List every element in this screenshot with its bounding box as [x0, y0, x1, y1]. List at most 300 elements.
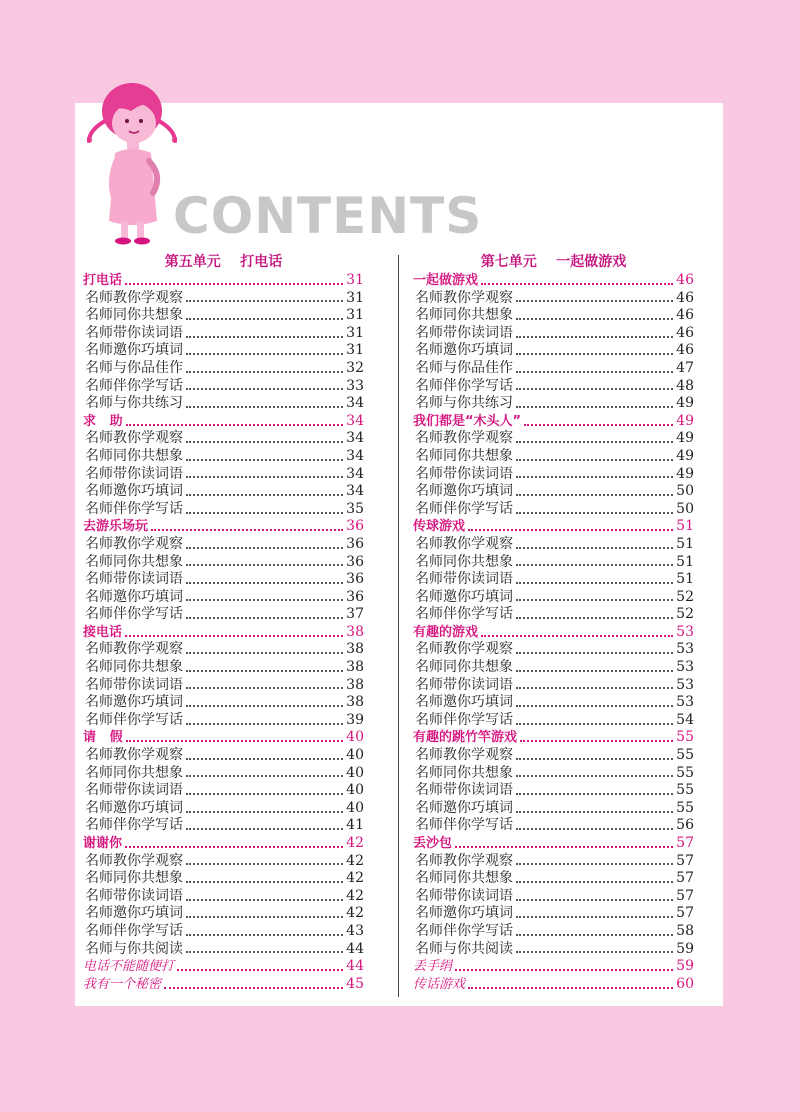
- dot-leader: [455, 969, 673, 971]
- toc-entry[interactable]: [83, 325, 364, 343]
- dot-leader: [516, 388, 673, 390]
- toc-entry-title: 名师教你学观察: [415, 852, 513, 869]
- dot-leader: [186, 406, 343, 408]
- toc-entry[interactable]: [413, 430, 694, 448]
- toc-entry-page: 56: [676, 817, 694, 834]
- toc-entry-page: 39: [346, 711, 364, 728]
- dot-leader: [177, 969, 343, 971]
- toc-section-entry[interactable]: [83, 624, 364, 642]
- toc-entry[interactable]: [413, 765, 694, 783]
- page-title: CONTENTS: [173, 187, 483, 245]
- dot-leader: [481, 635, 673, 637]
- toc-entry-page: 38: [346, 623, 364, 640]
- dot-leader: [516, 318, 673, 320]
- toc-entry[interactable]: [413, 536, 694, 554]
- toc-section-entry[interactable]: [413, 413, 694, 431]
- toc-entry-title: 一起做游戏: [413, 273, 479, 288]
- dot-leader: [516, 371, 673, 373]
- dot-leader: [126, 424, 343, 426]
- toc-entry-page: 53: [676, 694, 694, 711]
- dot-leader: [516, 881, 673, 883]
- dot-leader: [516, 300, 673, 302]
- dot-leader: [186, 828, 343, 830]
- toc-entry-title: 名师同你共想象: [85, 764, 183, 781]
- toc-entry-page: 42: [346, 852, 364, 869]
- toc-entry-page: 54: [676, 711, 694, 728]
- toc-entry[interactable]: [413, 712, 694, 730]
- toc-entry-page: 34: [346, 465, 364, 482]
- toc-entry[interactable]: [413, 817, 694, 835]
- toc-entry-title: 名师邀你巧填词: [415, 588, 513, 605]
- toc-section-entry[interactable]: [413, 624, 694, 642]
- dot-leader: [516, 828, 673, 830]
- toc-entry-title: 名师带你读词语: [415, 887, 513, 904]
- toc-entry-title: 名师与你共阅读: [415, 940, 513, 957]
- toc-entry-title: 名师邀你巧填词: [415, 483, 513, 500]
- toc-entry[interactable]: [83, 571, 364, 589]
- dot-leader: [186, 617, 343, 619]
- toc-section-entry[interactable]: [83, 518, 364, 536]
- toc-entry-title: 名师伴你学写话: [85, 377, 183, 394]
- toc-entry-title: 名师邀你巧填词: [415, 342, 513, 359]
- toc-entry-title: 名师教你学观察: [415, 535, 513, 552]
- dot-leader: [186, 916, 343, 918]
- toc-entry[interactable]: [413, 905, 694, 923]
- toc-entry-page: 53: [676, 676, 694, 693]
- toc-entry-page: 58: [676, 922, 694, 939]
- dot-leader: [516, 934, 673, 936]
- left-column: [83, 252, 364, 993]
- toc-entry-title: 名师带你读词语: [85, 676, 183, 693]
- toc-entry[interactable]: [83, 378, 364, 396]
- toc-entry-page: 31: [346, 289, 364, 306]
- toc-entry-page: 53: [676, 641, 694, 658]
- dot-leader: [186, 670, 343, 672]
- toc-entry-page: 38: [346, 676, 364, 693]
- toc-entry[interactable]: [83, 905, 364, 923]
- toc-entry-page: 49: [676, 447, 694, 464]
- dot-leader: [186, 652, 343, 654]
- toc-extra-entry[interactable]: [83, 958, 364, 976]
- toc-entry-title: 名师伴你学写话: [85, 711, 183, 728]
- dot-leader: [151, 529, 343, 531]
- toc-entry-title: 名师邀你巧填词: [85, 342, 183, 359]
- toc-entry[interactable]: [83, 712, 364, 730]
- toc-extra-entry[interactable]: [413, 958, 694, 976]
- toc-entry[interactable]: [413, 641, 694, 659]
- toc-entry-page: 31: [346, 307, 364, 324]
- toc-entry-title: 名师邀你巧填词: [415, 694, 513, 711]
- toc-section-entry[interactable]: [413, 835, 694, 853]
- toc-entry[interactable]: [83, 765, 364, 783]
- toc-entry-title: 名师带你读词语: [85, 887, 183, 904]
- toc-entry[interactable]: [83, 782, 364, 800]
- toc-entry[interactable]: [83, 694, 364, 712]
- toc-entry-page: 38: [346, 659, 364, 676]
- toc-section-entry[interactable]: [83, 729, 364, 747]
- dot-leader: [186, 388, 343, 390]
- toc-entry[interactable]: [83, 483, 364, 501]
- toc-entry-title: 名师同你共想象: [85, 447, 183, 464]
- toc-entry[interactable]: [413, 853, 694, 871]
- dot-leader: [516, 476, 673, 478]
- toc-extra-entry[interactable]: [83, 976, 364, 994]
- toc-entry-page: 40: [346, 729, 364, 746]
- toc-entry-page: 36: [346, 518, 364, 535]
- dot-leader: [186, 758, 343, 760]
- toc-entry-page: 33: [346, 377, 364, 394]
- toc-entry-page: 42: [346, 905, 364, 922]
- toc-entry-page: 51: [676, 553, 694, 570]
- dot-leader: [516, 547, 673, 549]
- toc-entry-title: 丢手绢: [413, 959, 453, 975]
- toc-entry-title: 名师带你读词语: [85, 324, 183, 341]
- toc-entry-title: 名师带你读词语: [85, 571, 183, 588]
- dot-leader: [186, 300, 343, 302]
- toc-entry-page: 42: [346, 870, 364, 887]
- toc-entry-page: 37: [346, 606, 364, 623]
- toc-entry-title: 名师与你品佳作: [85, 359, 183, 376]
- dot-leader: [125, 283, 343, 285]
- dot-leader: [516, 723, 673, 725]
- toc-entry-title: 有趣的跳竹竿游戏: [413, 730, 518, 746]
- unit-title: 第七单元 一起做游戏: [480, 254, 627, 270]
- toc-entry-title: 名师教你学观察: [415, 641, 513, 658]
- toc-entry-title: 名师邀你巧填词: [85, 905, 183, 922]
- dot-leader: [186, 476, 343, 478]
- toc-entry[interactable]: [413, 589, 694, 607]
- toc-entry[interactable]: [83, 360, 364, 378]
- toc-entry[interactable]: [413, 466, 694, 484]
- toc-entry-title: 名师邀你巧填词: [85, 799, 183, 816]
- toc-entry[interactable]: [413, 782, 694, 800]
- dot-leader: [186, 951, 343, 953]
- toc-entry-page: 35: [346, 500, 364, 517]
- toc-section-entry[interactable]: [83, 413, 364, 431]
- dot-leader: [516, 564, 673, 566]
- toc-entry-page: 36: [346, 535, 364, 552]
- toc-entry-title: 名师教你学观察: [85, 641, 183, 658]
- dot-leader: [516, 705, 673, 707]
- unit-title: 第五单元 打电话: [164, 254, 283, 270]
- toc-entry-page: 46: [676, 289, 694, 306]
- toc-entry[interactable]: [83, 395, 364, 413]
- toc-entry-title: 名师带你读词语: [415, 324, 513, 341]
- dot-leader: [186, 459, 343, 461]
- toc-section-entry[interactable]: [83, 835, 364, 853]
- dot-leader: [516, 459, 673, 461]
- dot-leader: [516, 406, 673, 408]
- toc-entry-page: 40: [346, 764, 364, 781]
- toc-entry-page: 49: [676, 465, 694, 482]
- toc-entry-title: 我们都是“木头人”: [413, 413, 522, 429]
- toc-entry-title: 传球游戏: [413, 519, 466, 535]
- toc-entry[interactable]: [413, 501, 694, 519]
- dot-leader: [186, 863, 343, 865]
- toc-section-entry[interactable]: [413, 518, 694, 536]
- dot-leader: [455, 846, 673, 848]
- toc-entry-page: 41: [346, 817, 364, 834]
- dot-leader: [516, 811, 673, 813]
- toc-entry-title: 求 助: [83, 413, 123, 429]
- toc-entry-page: 44: [346, 958, 364, 975]
- dot-leader: [468, 987, 673, 989]
- toc-entry[interactable]: [83, 430, 364, 448]
- toc-entry-page: 38: [346, 641, 364, 658]
- toc-entry-page: 49: [676, 412, 694, 429]
- toc-entry-title: 名师同你共想象: [85, 659, 183, 676]
- toc-entry-title: 名师邀你巧填词: [85, 694, 183, 711]
- toc-entry[interactable]: [83, 888, 364, 906]
- toc-entry-page: 57: [676, 852, 694, 869]
- toc-entry-title: 名师同你共想象: [85, 870, 183, 887]
- dot-leader: [186, 723, 343, 725]
- toc-entry-title: 电话不能随便打: [83, 959, 175, 975]
- toc-list: [413, 272, 694, 993]
- toc-entry-page: 31: [346, 324, 364, 341]
- toc-entry-page: 51: [676, 571, 694, 588]
- toc-entry-page: 46: [676, 342, 694, 359]
- dot-leader: [186, 441, 343, 443]
- toc-entry[interactable]: [83, 307, 364, 325]
- toc-entry-page: 46: [676, 307, 694, 324]
- dot-leader: [186, 811, 343, 813]
- toc-entry-title: 名师伴你学写话: [85, 922, 183, 939]
- toc-entry-page: 48: [676, 377, 694, 394]
- right-column: [413, 252, 694, 993]
- toc-entry[interactable]: [413, 659, 694, 677]
- toc-entry-title: 谢谢你: [83, 836, 123, 851]
- toc-extra-entry[interactable]: [413, 976, 694, 994]
- toc-entry-title: 名师教你学观察: [415, 430, 513, 447]
- toc-entry[interactable]: [413, 800, 694, 818]
- toc-entry-page: 34: [346, 447, 364, 464]
- contents-page: [75, 103, 723, 1006]
- toc-entry-page: 49: [676, 395, 694, 412]
- toc-entry-page: 31: [346, 342, 364, 359]
- toc-entry[interactable]: [83, 641, 364, 659]
- dot-leader: [516, 582, 673, 584]
- toc-entry-title: 名师伴你学写话: [415, 377, 513, 394]
- toc-entry-page: 44: [346, 940, 364, 957]
- toc-entry-page: 55: [676, 799, 694, 816]
- toc-entry-title: 名师与你共练习: [415, 395, 513, 412]
- toc-entry[interactable]: [413, 677, 694, 695]
- dot-leader: [516, 916, 673, 918]
- toc-entry[interactable]: [413, 448, 694, 466]
- toc-entry-page: 53: [676, 623, 694, 640]
- toc-entry-title: 名师教你学观察: [415, 289, 513, 306]
- dot-leader: [516, 687, 673, 689]
- toc-entry[interactable]: [413, 378, 694, 396]
- toc-entry-page: 55: [676, 747, 694, 764]
- toc-entry[interactable]: [413, 747, 694, 765]
- toc-entry[interactable]: [83, 853, 364, 871]
- toc-entry-title: 名师伴你学写话: [415, 817, 513, 834]
- toc-entry[interactable]: [83, 290, 364, 308]
- toc-section-entry[interactable]: [413, 272, 694, 290]
- toc-entry-title: 名师教你学观察: [85, 747, 183, 764]
- toc-entry-title: 有趣的游戏: [413, 624, 479, 640]
- toc-section-entry[interactable]: [413, 729, 694, 747]
- toc-entry-page: 31: [346, 272, 364, 288]
- toc-entry-page: 36: [346, 553, 364, 570]
- toc-entry[interactable]: [83, 342, 364, 360]
- dot-leader: [516, 758, 673, 760]
- dot-leader: [516, 353, 673, 355]
- toc-entry-page: 47: [676, 359, 694, 376]
- toc-entry[interactable]: [413, 342, 694, 360]
- toc-entry[interactable]: [413, 606, 694, 624]
- dot-leader: [186, 318, 343, 320]
- dot-leader: [516, 617, 673, 619]
- toc-entry-title: 名师带你读词语: [415, 465, 513, 482]
- toc-entry[interactable]: [413, 923, 694, 941]
- toc-entry[interactable]: [413, 360, 694, 378]
- dot-leader: [125, 846, 343, 848]
- toc-entry-page: 60: [676, 975, 694, 992]
- toc-entry[interactable]: [83, 800, 364, 818]
- toc-entry-title: 名师与你共练习: [85, 395, 183, 412]
- toc-entry-page: 40: [346, 782, 364, 799]
- column-divider: [398, 255, 399, 997]
- toc-entry-page: 59: [676, 940, 694, 957]
- dot-leader: [516, 863, 673, 865]
- toc-entry-title: 我有一个秘密: [83, 976, 162, 992]
- toc-entry-title: 接电话: [83, 624, 123, 640]
- toc-entry[interactable]: [413, 483, 694, 501]
- toc-entry[interactable]: [83, 941, 364, 959]
- dot-leader: [516, 775, 673, 777]
- toc-entry-title: 名师带你读词语: [85, 782, 183, 799]
- toc-entry[interactable]: [83, 589, 364, 607]
- dot-leader: [516, 951, 673, 953]
- toc-entry-page: 43: [346, 922, 364, 939]
- toc-entry[interactable]: [413, 571, 694, 589]
- toc-entry-title: 名师教你学观察: [85, 289, 183, 306]
- toc-entry-title: 名师同你共想象: [85, 553, 183, 570]
- toc-entry[interactable]: [83, 466, 364, 484]
- toc-entry[interactable]: [83, 659, 364, 677]
- toc-entry-page: 40: [346, 747, 364, 764]
- toc-entry-title: 名师教你学观察: [85, 535, 183, 552]
- toc-entry-page: 34: [346, 483, 364, 500]
- dot-leader: [186, 494, 343, 496]
- toc-entry-page: 57: [676, 870, 694, 887]
- toc-entry[interactable]: [413, 307, 694, 325]
- toc-entry[interactable]: [83, 923, 364, 941]
- dot-leader: [516, 494, 673, 496]
- toc-entry-title: 名师伴你学写话: [85, 500, 183, 517]
- toc-entry-page: 53: [676, 659, 694, 676]
- dot-leader: [516, 899, 673, 901]
- toc-entry[interactable]: [413, 395, 694, 413]
- toc-entry[interactable]: [83, 501, 364, 519]
- toc-entry[interactable]: [83, 554, 364, 572]
- toc-entry[interactable]: [83, 747, 364, 765]
- toc-entry-page: 50: [676, 483, 694, 500]
- toc-entry-title: 名师教你学观察: [85, 852, 183, 869]
- dot-leader: [186, 582, 343, 584]
- toc-entry-title: 名师带你读词语: [85, 465, 183, 482]
- toc-entry-page: 51: [676, 535, 694, 552]
- toc-entry[interactable]: [413, 870, 694, 888]
- toc-entry-title: 名师伴你学写话: [85, 817, 183, 834]
- toc-entry-title: 打电话: [83, 273, 123, 288]
- toc-entry-title: 去游乐场玩: [83, 519, 149, 535]
- toc-entry-title: 名师伴你学写话: [415, 922, 513, 939]
- toc-entry-page: 46: [676, 272, 694, 288]
- toc-entry[interactable]: [83, 870, 364, 888]
- toc-entry-page: 55: [676, 764, 694, 781]
- dot-leader: [186, 353, 343, 355]
- toc-entry-title: 名师伴你学写话: [415, 500, 513, 517]
- dot-leader: [524, 424, 673, 426]
- toc-entry-page: 49: [676, 430, 694, 447]
- dot-leader: [186, 547, 343, 549]
- toc-entry-page: 42: [346, 887, 364, 904]
- toc-entry-page: 57: [676, 835, 694, 851]
- toc-entry-title: 名师教你学观察: [415, 747, 513, 764]
- toc-entry[interactable]: [413, 554, 694, 572]
- toc-entry[interactable]: [413, 888, 694, 906]
- dot-leader: [516, 441, 673, 443]
- dot-leader: [186, 687, 343, 689]
- toc-entry-title: 名师带你读词语: [415, 571, 513, 588]
- dot-leader: [125, 635, 343, 637]
- dot-leader: [186, 336, 343, 338]
- toc-entry-page: 46: [676, 324, 694, 341]
- toc-entry[interactable]: [413, 325, 694, 343]
- toc-entry-title: 名师与你品佳作: [415, 359, 513, 376]
- toc-entry-title: 传话游戏: [413, 976, 466, 992]
- toc-entry-page: 40: [346, 799, 364, 816]
- toc-entry-title: 名师邀你巧填词: [415, 905, 513, 922]
- toc-entry-page: 45: [346, 975, 364, 992]
- toc-entry-page: 34: [346, 395, 364, 412]
- toc-entry[interactable]: [413, 290, 694, 308]
- toc-entry[interactable]: [83, 606, 364, 624]
- toc-entry-page: 55: [676, 782, 694, 799]
- toc-entry[interactable]: [83, 448, 364, 466]
- toc-entry-title: 名师同你共想象: [415, 764, 513, 781]
- toc-entry-title: 名师伴你学写话: [85, 606, 183, 623]
- toc-entry-title: 名师带你读词语: [415, 676, 513, 693]
- toc-entry[interactable]: [83, 677, 364, 695]
- toc-entry-page: 38: [346, 694, 364, 711]
- toc-entry-page: 52: [676, 606, 694, 623]
- toc-section-entry[interactable]: [83, 272, 364, 290]
- toc-entry-title: 丢沙包: [413, 836, 453, 851]
- toc-entry-page: 32: [346, 359, 364, 376]
- dot-leader: [516, 512, 673, 514]
- toc-entry[interactable]: [83, 536, 364, 554]
- toc-entry-title: 名师邀你巧填词: [85, 483, 183, 500]
- dot-leader: [186, 775, 343, 777]
- toc-entry[interactable]: [413, 694, 694, 712]
- dot-leader: [516, 793, 673, 795]
- toc-entry-title: 名师同你共想象: [415, 447, 513, 464]
- toc-entry-page: 42: [346, 835, 364, 851]
- toc-entry[interactable]: [83, 817, 364, 835]
- toc-entry-title: 名师教你学观察: [85, 430, 183, 447]
- toc-entry-title: 名师邀你巧填词: [415, 799, 513, 816]
- toc-entry-title: 名师与你共阅读: [85, 940, 183, 957]
- dot-leader: [164, 987, 343, 989]
- toc-entry-page: 34: [346, 412, 364, 429]
- toc-entry-title: 名师带你读词语: [415, 782, 513, 799]
- toc-entry[interactable]: [413, 941, 694, 959]
